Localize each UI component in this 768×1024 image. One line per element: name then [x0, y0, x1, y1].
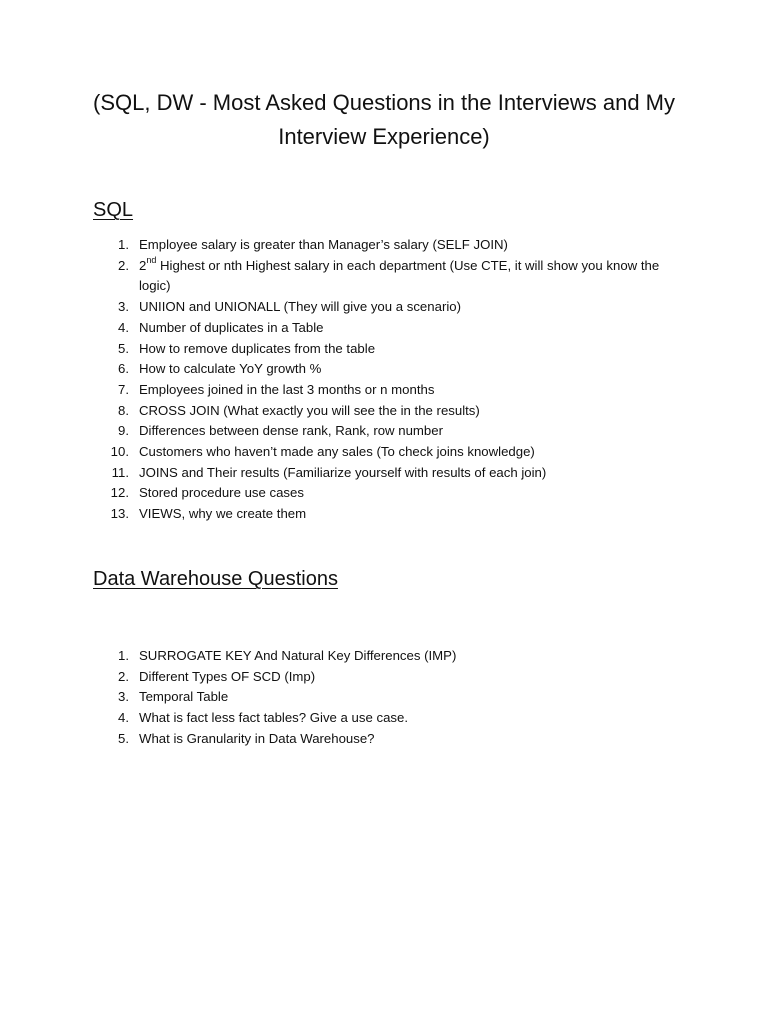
list-item: [0, 401, 674, 422]
list-item-number: 7.: [118, 381, 129, 397]
list-item-number: 4.: [118, 319, 129, 335]
list-item-text: Stored procedure use cases: [139, 485, 304, 501]
list-item-number: 11.: [111, 464, 129, 480]
list-item-number: 12.: [110, 485, 129, 501]
list-item: [0, 729, 674, 750]
sql-question-list: [0, 235, 674, 525]
list-item: [0, 463, 674, 484]
list-item: [0, 421, 674, 442]
list-item-number: 2.: [118, 668, 129, 684]
list-item-text: UNIION and UNIONALL (They will give you a scenario): [139, 299, 461, 315]
list-item-number: 3.: [118, 689, 129, 705]
list-item-text: How to calculate YoY growth %: [139, 361, 322, 377]
list-item-number: 3.: [118, 299, 129, 315]
list-item-number: 13.: [110, 506, 129, 522]
list-item: [0, 504, 674, 525]
list-item-prefix: 2: [139, 257, 147, 273]
list-item-text: Customers who haven’t made any sales (To check joins knowledge): [139, 444, 535, 460]
list-item: [0, 359, 674, 380]
list-item: [0, 256, 674, 297]
list-item-text: Temporal Table: [139, 689, 229, 705]
list-item: [0, 339, 674, 360]
list-item-number: 8.: [118, 402, 129, 418]
list-item: [0, 297, 674, 318]
data-warehouse-question-list: [0, 646, 674, 750]
list-item-text: CROSS JOIN (What exactly you will see the in the results): [139, 402, 480, 418]
list-item: [0, 667, 674, 688]
page-title: (SQL, DW - Most Asked Questions in the Interviews and My Interview Experience): [93, 90, 675, 149]
list-item-text: JOINS and Their results (Familiarize yourself with results of each join): [139, 464, 547, 480]
list-item-number: 9.: [118, 423, 129, 439]
list-item-number: 4.: [118, 710, 129, 726]
list-item: [0, 708, 674, 729]
list-item-text: Employee salary is greater than Manager’s salary (SELF JOIN): [139, 237, 508, 252]
list-item-number: 1.: [118, 648, 129, 663]
list-item: [0, 318, 674, 339]
list-item-text: Number of duplicates in a Table: [139, 319, 324, 335]
ordinal-superscript: nd: [146, 255, 157, 266]
list-item: [0, 687, 674, 708]
list-item-number: 1.: [118, 237, 129, 252]
list-item-text: What is Granularity in Data Warehouse?: [139, 730, 375, 746]
list-item: [0, 235, 674, 256]
list-item-text: VIEWS, why we create them: [139, 506, 307, 522]
list-item-number: 6.: [118, 361, 129, 377]
data-warehouse-section-heading: Data Warehouse Questions: [93, 568, 338, 590]
list-item-text: What is fact less fact tables? Give a use case.: [139, 710, 408, 726]
list-item-number: 10.: [110, 444, 129, 460]
list-item-text: Highest or nth Highest salary in each department (Use CTE, it will show you know the logic): [139, 257, 660, 294]
list-item-text: How to remove duplicates from the table: [139, 340, 376, 356]
list-item: [0, 442, 674, 463]
list-item-number: 5.: [118, 730, 129, 746]
list-item-text: Differences between dense rank, Rank, row number: [139, 423, 443, 439]
list-item: [0, 483, 674, 504]
list-item-number: 2.: [118, 257, 129, 273]
sql-section-heading: SQL: [93, 199, 134, 221]
list-item-text: Different Types OF SCD (Imp): [139, 668, 316, 684]
list-item-text: SURROGATE KEY And Natural Key Differences (IMP): [139, 648, 457, 663]
list-item: [0, 380, 674, 401]
list-item: [0, 646, 674, 667]
list-item-text: Employees joined in the last 3 months or n months: [139, 381, 435, 397]
list-item-number: 5.: [118, 340, 129, 356]
